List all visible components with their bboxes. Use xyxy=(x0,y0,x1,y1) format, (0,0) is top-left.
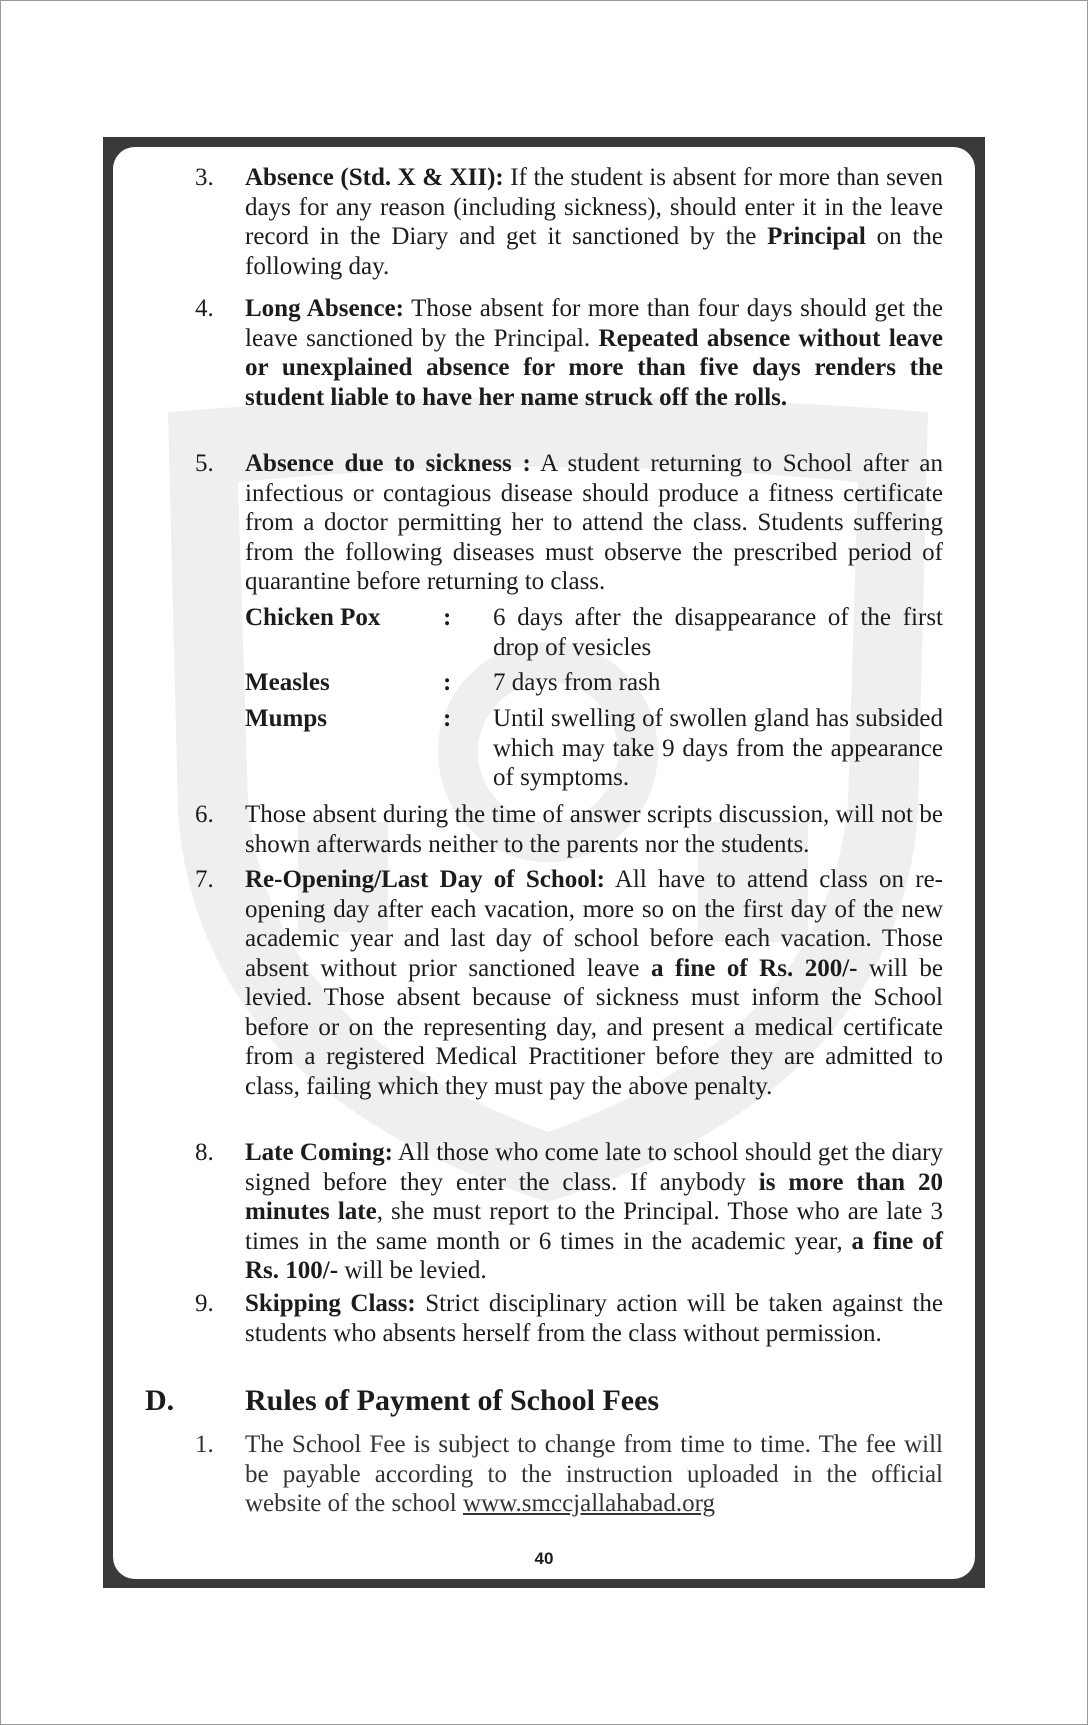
item-number: 6. xyxy=(195,801,214,828)
section-letter: D. xyxy=(145,1384,175,1417)
item-number: 9. xyxy=(195,1290,214,1317)
item-text: Absence (Std. X & XII): If the student is absent for more than seven days for any reason (including sickness), should enter it in the leave record in the Diary and get it sanctioned by the Principal on the following day. xyxy=(245,164,944,280)
section-title: Rules of Payment of School Fees xyxy=(245,1384,660,1417)
disease-period: 7 days from rash xyxy=(493,669,661,696)
disease-name: Chicken Pox xyxy=(245,604,381,631)
item-number: 4. xyxy=(195,295,214,322)
page-number: 40 xyxy=(534,1549,554,1568)
item-text: The School Fee is subject to change from time to time. The fee will be payable according to the instruction uploaded in the official website of the school www.smccjallahabad.org xyxy=(245,1431,943,1517)
item-text: Absence due to sickness : A student returning to School after an infectious or contagious disease should produce a fitness certificate from a doctor permitting her to attend the class. Students suffering from the following diseases must observe the prescribed period of quarantine before returning to class. xyxy=(245,450,943,595)
page-panel xyxy=(113,147,975,1579)
item-text: Skipping Class: Strict disciplinary action will be taken against the students who absents herself from the class without permission. xyxy=(245,1290,943,1347)
disease-name: Mumps xyxy=(245,705,327,732)
page-content xyxy=(113,147,975,1579)
item-title: Absence due to sickness : xyxy=(245,450,531,477)
disease-colon: : xyxy=(443,669,452,696)
item-title: Long Absence: xyxy=(245,295,404,322)
item-text: Those absent during the time of answer scripts discussion, will not be shown afterwards neither to the parents nor the students. xyxy=(245,801,943,858)
disease-colon: : xyxy=(443,604,452,631)
item-title: Late Coming: xyxy=(245,1139,393,1166)
disease-colon: : xyxy=(443,705,452,732)
disease-name: Measles xyxy=(245,669,330,696)
item-number: 7. xyxy=(195,866,214,893)
item-text: Late Coming: All those who come late to school should get the diary signed before they enter the class. If anybody is more than 20 minutes late, she must report to the Principal. Those who are late 3 times in the same month or 6 times in the academic year, a fine of Rs. 100/- will be levied. xyxy=(245,1139,943,1284)
disease-period: 6 days after the disappearance of the first drop of vesicles xyxy=(493,604,943,661)
item-text: Re-Opening/Last Day of School: All have to attend class on re-opening day after each vacation, more so on the first day of the new academic year and last day of school before each vacation. Those absent without prior sanctioned leave a fine of Rs. 200/- will be levied. Those absent because of sickness must inform the School before or on the representing day, and present a medical certificate from a registered Medical Practitioner before they are admitted to class, failing which they must pay the above penalty. xyxy=(245,866,943,1100)
item-number: 8. xyxy=(195,1139,214,1166)
item-number: 5. xyxy=(195,450,214,477)
item-title: Re-Opening/Last Day of School: xyxy=(245,866,605,893)
item-title: Absence (Std. X & XII): xyxy=(245,164,504,191)
item-title: Skipping Class: xyxy=(245,1290,416,1317)
item-text: Long Absence: Those absent for more than four days should get the leave sanctioned by the Principal. Repeated absence without leave or unexplained absence for more than five days renders the student liable to have her name struck off the rolls. xyxy=(245,295,944,411)
item-number: 1. xyxy=(195,1431,214,1458)
school-website-link[interactable]: www.smccjallahabad.org xyxy=(463,1490,716,1517)
item-number: 3. xyxy=(195,164,214,191)
disease-period: Until swelling of swollen gland has subsided which may take 9 days from the appearance of symptoms. xyxy=(493,705,943,791)
